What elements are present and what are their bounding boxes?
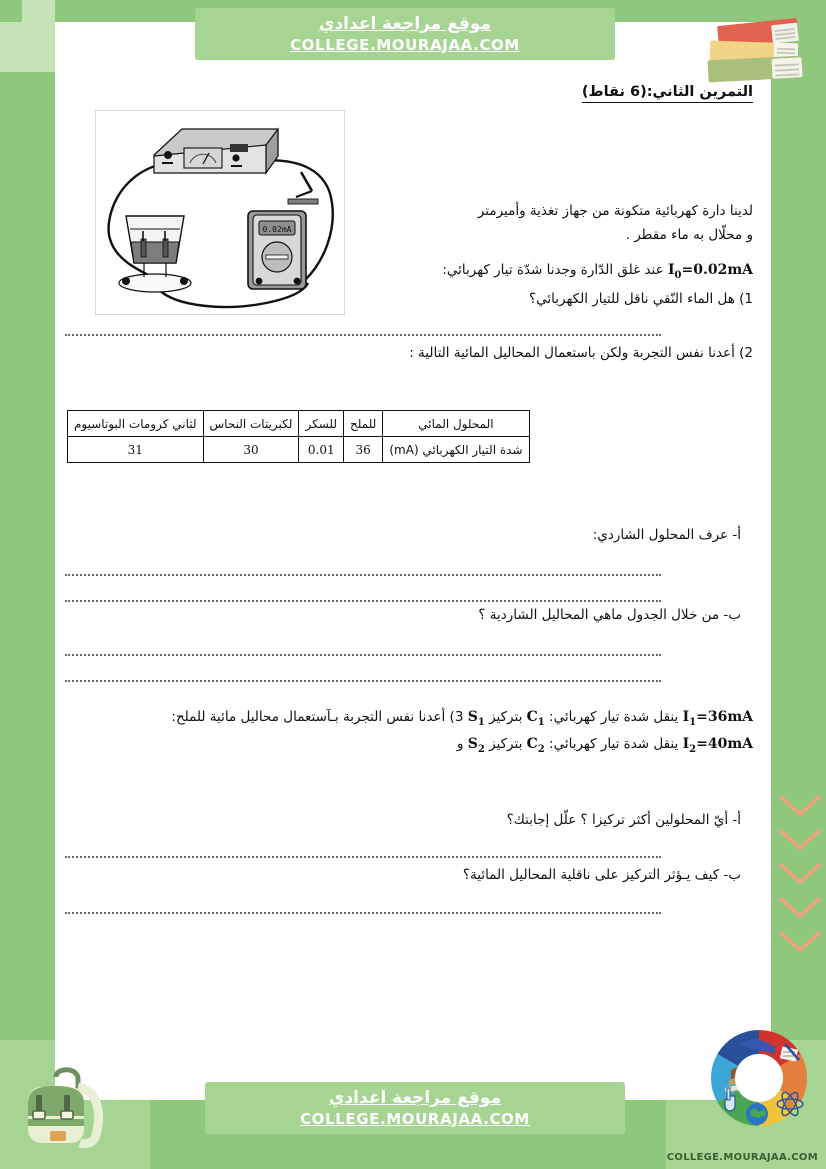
- backpack-icon: [16, 1057, 112, 1153]
- answer-line[interactable]: [65, 642, 661, 656]
- answer-line[interactable]: [65, 562, 661, 576]
- subquestion-b1: أ- أيّ المحلولين أكثر تركيزا ؟ علّل إجابتك؟: [506, 812, 741, 828]
- table-cell-potassium-dichromate: 31: [68, 437, 204, 463]
- subquestion-b2: ب- كيف يـؤثر التركيز على ناقلية المحاليل المائية؟: [462, 867, 741, 883]
- initial-current-prefix: عند غلق الدّارة وجدنا شدّة تيار كهربائي:: [442, 262, 664, 278]
- question-2: 2) أعدنا نفس التجربة ولكن باستعمال المحاليل المائية التالية :: [409, 345, 753, 361]
- table-row: [68, 437, 530, 463]
- concentration-symbol-c1: $C_1$: [526, 709, 545, 728]
- circuit-diagram-figure: [95, 110, 345, 315]
- corner-site-url[interactable]: COLLEGE.MOURAJAA.COM: [666, 1152, 818, 1163]
- site-footer-banner: [205, 1082, 625, 1134]
- answer-line[interactable]: [65, 588, 661, 602]
- table-row-label: شدة التيار الكهربائي (mA): [383, 437, 529, 463]
- multimeter: [248, 211, 306, 289]
- solution-symbol-s2: $S_2$: [467, 736, 485, 755]
- table-header-1: للملح: [344, 411, 383, 437]
- answer-line[interactable]: [65, 844, 661, 858]
- q3-l1-text-a: 3) أعدنا نفس التجربة بـآستعمال محاليل مائية للملح:: [171, 709, 464, 725]
- power-supply: [154, 129, 278, 173]
- q3-l2-text-b: بتركيز: [489, 736, 523, 752]
- worksheet-content: [55, 22, 771, 1100]
- subquestion-a2: ب- من خلال الجدول ماهي المحاليل الشاردية ؟: [478, 607, 741, 623]
- q3-l1-text-b: بتركيز: [489, 709, 523, 725]
- table-header-4: لثاني كرومات البوتاسيوم: [68, 411, 204, 437]
- initial-current-line: [353, 258, 753, 284]
- question-1: 1) هل الماء النّقي ناقل للتيار الكهربائي؟: [528, 291, 753, 307]
- education-logo-icon: [704, 1023, 814, 1133]
- corner-accent-top-left: [0, 0, 22, 22]
- table-cell-salt: 36: [344, 437, 383, 463]
- footer-site-url[interactable]: COLLEGE.MOURAJAA.COM: [300, 1110, 530, 1128]
- worksheet-page: [55, 22, 771, 1100]
- circuit-diagram-svg: [96, 111, 344, 314]
- subquestion-a1: أ- عرف المحلول الشاردي:: [592, 527, 741, 543]
- q3-l1-text-d: ينقل شدة تيار كهربائي:: [549, 709, 679, 725]
- multimeter-reading: 0.02mA: [262, 225, 292, 234]
- beaker-electrodes: [119, 216, 191, 292]
- concentration-symbol-c2: $C_2$: [526, 736, 545, 755]
- table-header-row: [68, 411, 530, 437]
- table-cell-sugar: 0.01: [299, 437, 344, 463]
- footer-arabic-title: موقع مراجعة اعدادي: [328, 1088, 502, 1108]
- green-book-pages: [771, 57, 802, 79]
- answer-line[interactable]: [65, 322, 661, 336]
- table-header-0: المحلول المائي: [383, 411, 529, 437]
- answer-line[interactable]: [65, 900, 661, 914]
- question-3-line-2: [93, 732, 753, 758]
- book-stack-icon: [700, 6, 820, 88]
- current-symbol-i0: $I_0=0.02mA$: [667, 262, 753, 281]
- solutions-table: [67, 410, 530, 463]
- intro-paragraph: [413, 200, 753, 247]
- solution-symbol-s1: $S_1$: [467, 709, 485, 728]
- red-book-pages: [771, 23, 799, 44]
- chevron-decoration: [774, 790, 822, 970]
- page-title: التمرين الثاني:(6 نقاط): [582, 84, 753, 103]
- question-3-line-1: [93, 705, 753, 731]
- switch: [288, 172, 318, 204]
- site-header-banner: [195, 8, 615, 60]
- intro-line-2: و محلّال به ماء مقطر .: [625, 226, 753, 243]
- intro-line-1: لدينا دارة كهربائية متكونة من جهاز تغذية وأميرمتر: [477, 203, 753, 219]
- table-header-3: لكبريتات النحاس: [203, 411, 299, 437]
- table-header-2: للسكر: [299, 411, 344, 437]
- q3-l2-conjunction: و: [456, 736, 464, 752]
- table-cell-copper-sulfate: 30: [203, 437, 299, 463]
- header-arabic-title: موقع مراجعة اعدادي: [318, 14, 492, 34]
- current-symbol-i1: $I_1=36mA$: [682, 709, 753, 728]
- header-site-url[interactable]: COLLEGE.MOURAJAA.COM: [290, 36, 520, 54]
- q3-l2-text-d: ينقل شدة تيار كهربائي:: [549, 736, 679, 752]
- answer-line[interactable]: [65, 668, 661, 682]
- current-symbol-i2: $I_2=40mA$: [682, 736, 753, 755]
